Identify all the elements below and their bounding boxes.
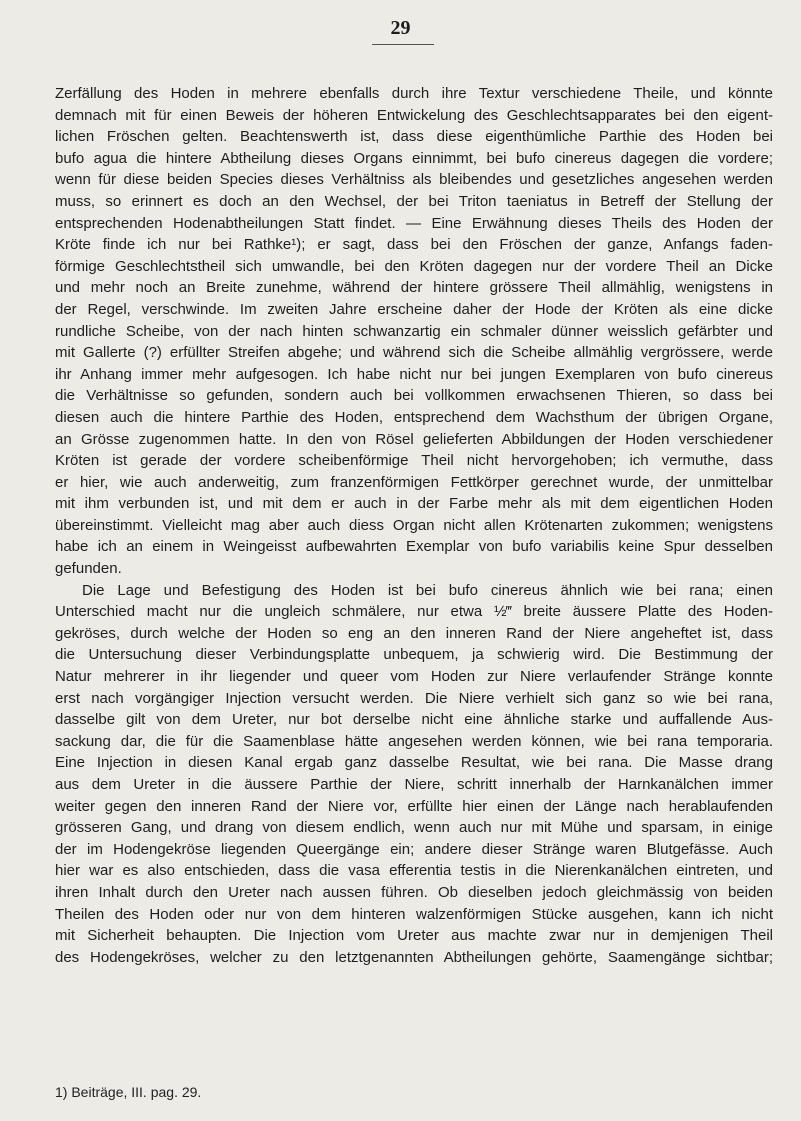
text-line: an Grösse zugenommen hatte. In den von Rösel gelieferten Abbildungen der Hoden verschiedener (55, 430, 773, 448)
text-line: rundliche Scheibe, von der nach hinten schwanzartig ein schmaler dünner weisslich gefärbter und (55, 322, 773, 340)
text-line: Zerfällung des Hoden in mehrere ebenfalls durch ihre Textur verschiedene Theile, und könnte (55, 85, 773, 102)
text-line: mit Sicherheit behaupten. Die Injection vom Ureter aus machte zwar nur in demjenigen Theil (55, 927, 773, 945)
text-line: Die Lage und Befestigung des Hoden ist bei bufo cinereus ähnlich wie bei rana; einen (82, 581, 773, 599)
text-line: ihren Inhalt durch den Ureter nach aussen führen. Ob dieselben jedoch gleichmässig von beiden (55, 883, 773, 901)
footnote: 1) Beiträge, III. pag. 29. (55, 1084, 202, 1100)
text-line: mit ihm verbunden ist, und mit dem er auch in der Farbe mehr als mit dem eigentlichen Hoden (55, 495, 773, 513)
text-line: gekröses, durch welche der Hoden so eng an den inneren Rand der Niere angeheftet ist, dass (55, 624, 773, 642)
text-line: Theilen des Hoden oder nur von dem hinteren walzenförmigen Stücke ausgehen, kann ich nicht (55, 905, 773, 923)
text-line: sackung dar, die für die Saamenblase hätte angesehen werden können, wie bei rana temporaria. (55, 732, 773, 750)
text-line: förmige Geschlechtstheil sich umwandle, bei den Kröten dagegen nur der vordere Theil an Dicke (55, 257, 773, 275)
text-line: erst nach vorgängiger Injection versucht werden. Die Niere verhielt sich ganz so wie bei rana, (55, 689, 773, 707)
text-line: Natur mehrerer in ihr liegender und queer vom Hoden zur Niere verlaufender Stränge konnte (55, 668, 773, 686)
text-line: wenn für diese beiden Species dieses Verhältniss als bleibendes und gesetzliches angesehen werden (55, 171, 773, 189)
text-line: demnach mit für einen Beweis der höheren Entwickelung des Geschlechtsapparates bei den eigent- (55, 106, 773, 124)
text-line: ihr Anhang immer mehr aufgesogen. Ich habe nicht nur bei jungen Exemplaren von bufo cinereus (55, 365, 773, 383)
text-line: mit Gallerte (?) erfüllter Streifen abgehe; und während sich die Scheibe allmählig vergrössere, werde (55, 344, 773, 362)
text-line: weiter gegen den inneren Rand der Niere vor, erfüllte hier einen der Länge nach herablaufenden (55, 797, 773, 815)
text-line: Eine Injection in diesen Kanal ergab ganz dasselbe Resultat, wie bei rana. Die Masse drang (55, 754, 773, 772)
page-number: 29 (390, 17, 411, 39)
text-line: lichen Fröschen gelten. Beachtenswerth ist, dass diese eigenthümliche Parthie des Hoden bei (55, 128, 773, 146)
header-rule (372, 44, 434, 45)
text-line: übereinstimmt. Vielleicht mag aber auch diess Organ nicht allen Krötenarten zukommen; wenigstens (55, 516, 773, 534)
text-line: hier war es also entschieden, dass die vasa efferentia testis in die Nierenkanälchen eintreten, und (55, 862, 773, 880)
text-line: die Untersuchung dieser Verbindungsplatte unbequem, ja schwierig wird. Die Bestimmung der (55, 646, 773, 664)
text-line: Kröten ist gerade der vordere scheibenförmige Theil nicht hervorgehoben; ich vermuthe, dass (55, 452, 773, 470)
text-line: diesen auch die hintere Parthie des Hoden, entsprechend dem Wachsthum der übrigen Organe, (55, 408, 773, 426)
text-line: Unterschied macht nur die ungleich schmälere, nur etwa ½‴ breite äussere Platte des Hoden- (55, 603, 773, 621)
text-line: der im Hodengekröse liegenden Queergänge ein; andere dieser Stränge waren Blutgefässe. Auch (55, 840, 773, 858)
text-line: grösseren Gang, und drang von diesem endlich, wenn auch nur mit Mühe und sparsam, in einige (55, 819, 773, 837)
text-line: gefunden. (55, 560, 122, 578)
text-line: aus dem Ureter in die äussere Parthie der Niere, schritt innerhalb der Harnkanälchen immer (55, 776, 773, 793)
text-line: muss, so erinnert es doch an den Wechsel, der bei Triton taeniatus in Betreff der Stellung der (55, 192, 773, 210)
text-line: dasselbe gilt von dem Ureter, nur bot derselbe nicht eine ähnliche starke und auffallende Aus- (55, 711, 773, 729)
text-line: des Hodengekröses, welcher zu den letztgenannten Abtheilungen gehörte, Saamengänge sichtbar; (55, 948, 773, 966)
body-text (55, 83, 773, 968)
text-line: habe ich an einem in Weingeisst aufbewahrten Exemplar von bufo variabilis keine Spur desselben (55, 538, 773, 556)
text-line: und mehr noch an Breite zunehme, während der hintere grössere Theil allmählig, wenigstens in (55, 279, 773, 297)
text-line: entsprechenden Hodenabtheilungen Statt findet. — Eine Erwähnung dieses Theils des Hoden der (55, 214, 773, 232)
text-line: der Regel, verschwinde. Im zweiten Jahre erscheine daher der Hode der Kröten als eine dicke (55, 300, 773, 318)
text-line: Kröte finde ich nur bei Rathke¹); er sagt, dass bei den Fröschen der ganze, Anfangs faden- (55, 236, 773, 254)
text-line: bufo agua die hintere Abtheilung dieses Organs einnimmt, bei bufo cinereus dagegen die vordere; (55, 149, 773, 167)
text-line: er hier, wie auch anderweitig, zum franzenförmigen Fettkörper gerechnet wurde, der unmittelbar (55, 473, 773, 491)
text-line: die Verhältnisse so gefunden, sondern auch bei vollkommen erwachsenen Thieren, so dass bei (55, 387, 773, 405)
